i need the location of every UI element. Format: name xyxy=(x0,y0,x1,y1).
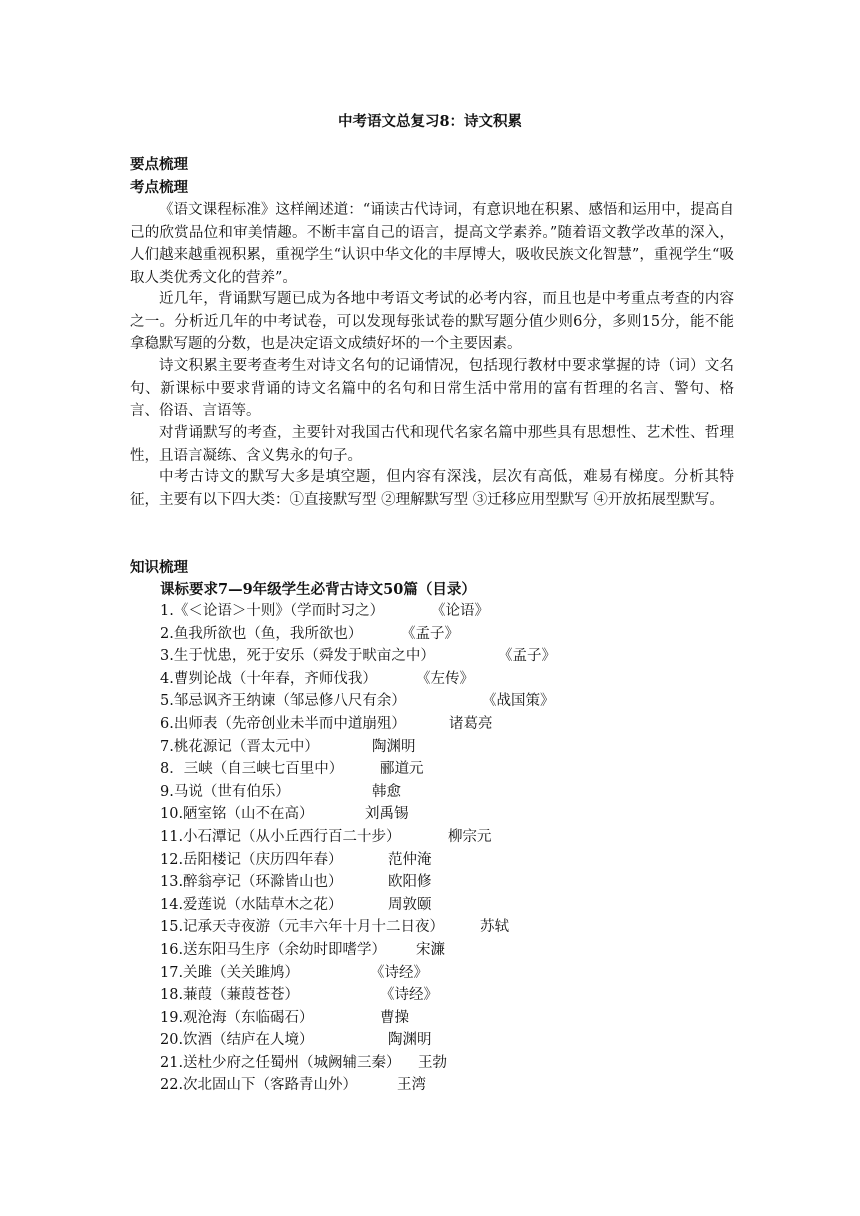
list-item-author: 陶渊明 xyxy=(372,738,416,755)
list-item-author: 宋濂 xyxy=(416,941,445,958)
list-item-title: 20.饮酒（结庐在人境） xyxy=(160,1032,314,1049)
list-item-title: 21.送杜少府之任蜀州（城阙辅三秦） xyxy=(160,1054,401,1071)
list-item-author: 王勃 xyxy=(418,1054,447,1071)
section-heading-knowledge: 知识梳理 xyxy=(130,559,188,576)
list-item-title: 16.送东阳马生序（余幼时即嗜学） xyxy=(160,941,387,958)
list-item-author: 苏轼 xyxy=(480,919,509,936)
list-item-author: 《左传》 xyxy=(416,670,474,687)
list-item-author: 诸葛亮 xyxy=(449,715,493,732)
list-item-author: 王湾 xyxy=(397,1077,426,1094)
list-item-author: 刘禹锡 xyxy=(365,806,409,823)
list-item-author: 《论语》 xyxy=(431,603,489,619)
list-item-author: 范仲淹 xyxy=(388,851,432,868)
list-item-author: 《孟子》 xyxy=(498,648,556,665)
list-item-title: 13.醉翁亭记（环滁皆山也） xyxy=(160,874,343,891)
list-item-author: 《战国策》 xyxy=(482,693,555,710)
list-item-title: 1.《＜论语＞十则》（学而时习之） xyxy=(160,603,385,619)
list-item-author: 柳宗元 xyxy=(448,828,492,845)
list-item-title: 17.关雎（关关雎鸠） xyxy=(160,964,300,981)
list-item-author: 周敦颐 xyxy=(388,896,432,913)
list-item-title: 4.曹刿论战（十年春，齐师伐我） xyxy=(160,670,377,687)
list-item-title: 12.岳阳楼记（庆历四年春） xyxy=(160,851,343,868)
list-title: 课标要求7—9年级学生必背古诗文50篇（目录） xyxy=(160,581,476,598)
list-item-author: 《诗经》 xyxy=(370,964,428,981)
list-item-title: 18.蒹葭（蒹葭苍苍） xyxy=(160,987,300,1004)
list-item-title: 2.鱼我所欲也（鱼，我所欲也） xyxy=(160,625,363,642)
list-item-title: 11.小石潭记（从小丘西行百二十步） xyxy=(160,828,401,845)
section-heading-main: 要点梳理 xyxy=(130,156,188,173)
list-item-author: 《孟子》 xyxy=(401,625,459,642)
list-item-title: 9.马说（世有伯乐） xyxy=(160,783,290,800)
section-heading-exam-points: 考点梳理 xyxy=(130,179,188,196)
paragraph-curriculum: 《语文课程标准》这样阐述道：“诵读古代诗词，有意识地在积累、感悟和运用中，提高自己的欣赏品位和审美情趣。不断丰富自己的语言，提高文学素养。”随着语文教学改革的深入，人们越来越重视积累，重视学生“认识中华文化的丰厚博大，吸收民族文化智慧”，重视学生“吸取人类优秀文化的营养”。 xyxy=(130,202,734,286)
list-item-title: 22.次北固山下（客路青山外） xyxy=(160,1077,358,1094)
list-item-author: 《诗经》 xyxy=(380,987,438,1004)
list-item-author: 曹操 xyxy=(380,1009,409,1026)
paragraph-question-types: 中考古诗文的默写大多是填空题，但内容有深浅，层次有高低，难易有梯度。分析其特征，主要有以下四大类：①直接默写型 ②理解默写型 ③迁移应用型默写 ④开放拓展型默写。 xyxy=(130,469,734,508)
list-item-title: 6.出师表（先帝创业未半而中道崩殂） xyxy=(160,715,406,732)
list-item-title: 15.记承天寺夜游（元丰六年十月十二日夜） xyxy=(160,919,445,936)
list-item-author: 郦道元 xyxy=(380,761,424,778)
list-item-title: 19.观沧海（东临碣石） xyxy=(160,1009,314,1026)
list-item-author: 韩愈 xyxy=(372,783,401,800)
list-item-title: 8．三峡（自三峡七百里中） xyxy=(160,761,344,778)
list-item-title: 3.生于忧患，死于安乐（舜发于畎亩之中） xyxy=(160,648,435,665)
paragraph-content-scope: 诗文积累主要考查考生对诗文名句的记诵情况，包括现行教材中要求掌握的诗（词）文名句、新课标中要求背诵的诗文名篇中的名句和日常生活中常用的富有哲理的名言、警句、格言、俗语、言语等。 xyxy=(130,358,734,419)
list-item-author: 陶渊明 xyxy=(388,1032,432,1049)
page-title: 中考语文总复习8：诗文积累 xyxy=(337,113,523,130)
list-item-author: 欧阳修 xyxy=(388,874,432,891)
paragraph-focus: 对背诵默写的考查，主要针对我国古代和现代名家名篇中那些具有思想性、艺术性、哲理性，且语言凝练、含义隽永的句子。 xyxy=(130,425,734,464)
list-item-title: 7.桃花源记（晋太元中） xyxy=(160,738,319,755)
list-item-title: 14.爱莲说（水陆草木之花） xyxy=(160,896,343,913)
list-item-title: 10.陋室铭（山不在高） xyxy=(160,806,314,823)
paragraph-exam-trend: 近几年，背诵默写题已成为各地中考语文考试的必考内容，而且也是中考重点考查的内容之一。分析近几年的中考试卷，可以发现每张试卷的默写题分值少则6分，多则15分，能不能拿稳默写题的分数，也是决定语文成绩好坏的一个主要因素。 xyxy=(130,291,734,352)
list-item-title: 5.邹忌讽齐王纳谏（邹忌修八尺有余） xyxy=(160,693,406,710)
